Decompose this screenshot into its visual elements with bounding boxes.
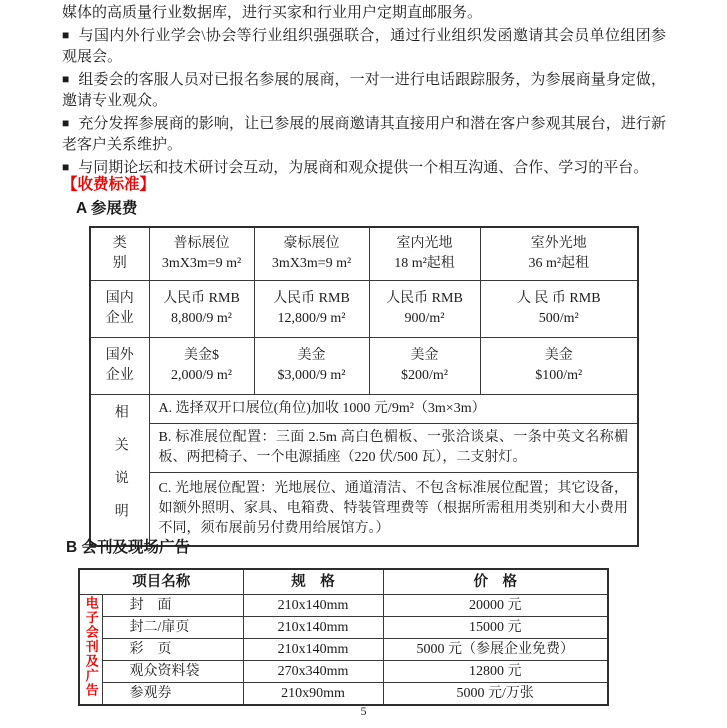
ad-item-spec: 270x340mm	[243, 661, 383, 683]
currency-line: 人民币 RMB	[273, 291, 350, 306]
notes-row	[90, 395, 638, 424]
spec-header: 规 格	[243, 569, 383, 595]
notes-label-cell	[90, 395, 149, 547]
row-label-line: 企业	[105, 311, 134, 326]
bullet-marker-icon: ■	[62, 27, 70, 42]
ad-item-name: 封 面	[102, 595, 243, 617]
bullet-marker-icon: ■	[62, 159, 70, 174]
booth-type-name: 豪标展位	[283, 236, 340, 251]
booth-type-cell	[149, 227, 254, 281]
amount-line: 8,800/9 m²	[171, 311, 232, 326]
price-cell	[254, 338, 369, 395]
row-label-line: 国内	[105, 291, 134, 306]
price-cell	[480, 338, 638, 395]
category-label-line: 别	[112, 256, 127, 271]
row-label-line: 国外	[105, 348, 134, 363]
ad-item-name: 封二/扉页	[102, 617, 243, 639]
domestic-price-row	[90, 281, 638, 338]
bullet-text: 充分发挥参展商的影响，让已参展的展商邀请其直接用户和潜在客户参观其展台，进行新老客户关系维护。	[62, 115, 666, 153]
currency-line: 人民币 RMB	[386, 291, 463, 306]
currency-line: 美金	[297, 348, 326, 363]
ad-header-row	[79, 569, 608, 595]
ad-item-spec: 210x140mm	[243, 617, 383, 639]
amount-line: $200/m²	[401, 368, 448, 383]
currency-line: 美金	[544, 348, 573, 363]
booth-type-size: 36 m²起租	[528, 256, 590, 271]
price-header: 价 格	[383, 569, 608, 595]
ad-category-vertical-label: 电子会刊及广告	[83, 595, 99, 698]
bullet-text: 组委会的客服人员对已报名参展的展商，一对一进行电话跟踪服务，为参展商量身定做，邀请专业观众。	[62, 71, 666, 109]
price-cell	[149, 338, 254, 395]
ad-category-side-label-cell	[79, 595, 102, 706]
amount-line: 500/m²	[538, 311, 579, 326]
ad-item-spec: 210x140mm	[243, 595, 383, 617]
ad-row	[79, 683, 608, 706]
ad-item-spec: 210x90mm	[243, 683, 383, 706]
ad-item-name: 彩 页	[102, 639, 243, 661]
bullet-text: 与同期论坛和技术研讨会互动，为展商和观众提供一个相互沟通、合作、学习的平台。	[78, 159, 649, 176]
item-name-header: 项目名称	[79, 569, 243, 595]
currency-line: 人 民 币 RMB	[516, 291, 601, 306]
booth-type-name: 室内光地	[396, 236, 453, 251]
row-label-line: 企业	[105, 368, 134, 383]
ad-row	[79, 639, 608, 661]
ad-item-price: 12800 元	[383, 661, 608, 683]
price-cell	[149, 281, 254, 338]
price-cell	[254, 281, 369, 338]
ad-item-price: 5000 元/万张	[383, 683, 608, 706]
booth-type-cell	[254, 227, 369, 281]
price-cell	[369, 338, 480, 395]
amount-line: $100/m²	[535, 368, 583, 383]
ad-row	[79, 661, 608, 683]
intro-continuation-paragraph: 媒体的高质量行业数据库，进行买家和行业用户定期直邮服务。	[62, 5, 483, 21]
booth-type-cell	[369, 227, 480, 281]
price-cell	[369, 281, 480, 338]
bullet-item	[62, 25, 666, 69]
amount-line: 2,000/9 m²	[171, 368, 232, 383]
foreign-label-cell	[90, 338, 149, 395]
amount-line: 900/m²	[404, 311, 445, 326]
notes-row	[90, 424, 638, 473]
ad-item-name: 观众资料袋	[102, 661, 243, 683]
amount-line: 12,800/9 m²	[277, 311, 346, 326]
currency-line: 美金	[410, 348, 439, 363]
bullet-item	[62, 69, 666, 113]
note-c-cell: C. 光地展位配置：光地展位、通道清洁、不包含标准展位配置；其它设备，如额外照明、家具、电箱费、特装管理费等（根据所需租用类别和大小费用不同，须布展前另付费用给展馆方。）	[149, 473, 638, 547]
currency-line: 人民币 RMB	[163, 291, 240, 306]
advertising-price-table	[78, 568, 609, 706]
booth-type-name: 普标展位	[173, 236, 230, 251]
section-b-heading: B 会刊及现场广告	[66, 539, 191, 556]
bullet-marker-icon: ■	[62, 115, 70, 130]
notes-vertical-label: 相关说明	[112, 403, 128, 536]
category-label-cell	[90, 227, 149, 281]
page-number: 5	[360, 704, 367, 718]
amount-line: $3,000/9 m²	[277, 368, 346, 383]
note-b-cell: B. 标准展位配置：三面 2.5m 高白色楣板、一张洽谈桌、一条中英文名称楣板、两把椅子、一个电源插座（220 伏/500 瓦），二支射灯。	[149, 424, 638, 473]
ad-item-price: 20000 元	[383, 595, 608, 617]
booth-type-name: 室外光地	[530, 236, 587, 251]
booth-type-cell	[480, 227, 638, 281]
currency-line: 美金$	[184, 348, 219, 363]
ad-item-name: 参观券	[102, 683, 243, 706]
section-a-heading: A 参展费	[76, 200, 138, 217]
foreign-price-row	[90, 338, 638, 395]
bullet-item	[62, 113, 666, 157]
ad-row	[79, 595, 608, 617]
fee-header-row	[90, 227, 638, 281]
note-a-cell: A. 选择双开口展位(角位)加收 1000 元/9m²（3m×3m）	[149, 395, 638, 424]
booth-type-size: 3mX3m=9 m²	[271, 256, 352, 271]
ad-item-spec: 210x140mm	[243, 639, 383, 661]
booth-type-size: 3mX3m=9 m²	[161, 256, 242, 271]
bullet-text: 与国内外行业学会\协会等行业组织强强联合，通过行业组织发函邀请其会员单位组团参观展会。	[62, 27, 667, 65]
ad-item-price: 5000 元（参展企业免费）	[383, 639, 608, 661]
domestic-label-cell	[90, 281, 149, 338]
bullet-marker-icon: ■	[62, 71, 70, 86]
ad-row	[79, 617, 608, 639]
intro-section	[62, 3, 666, 179]
category-label-line: 类	[112, 236, 127, 251]
fees-standard-heading: 【收费标准】	[62, 176, 156, 193]
exhibition-fee-table	[89, 226, 639, 547]
booth-type-size: 18 m²起租	[394, 256, 455, 271]
ad-item-price: 15000 元	[383, 617, 608, 639]
price-cell	[480, 281, 638, 338]
